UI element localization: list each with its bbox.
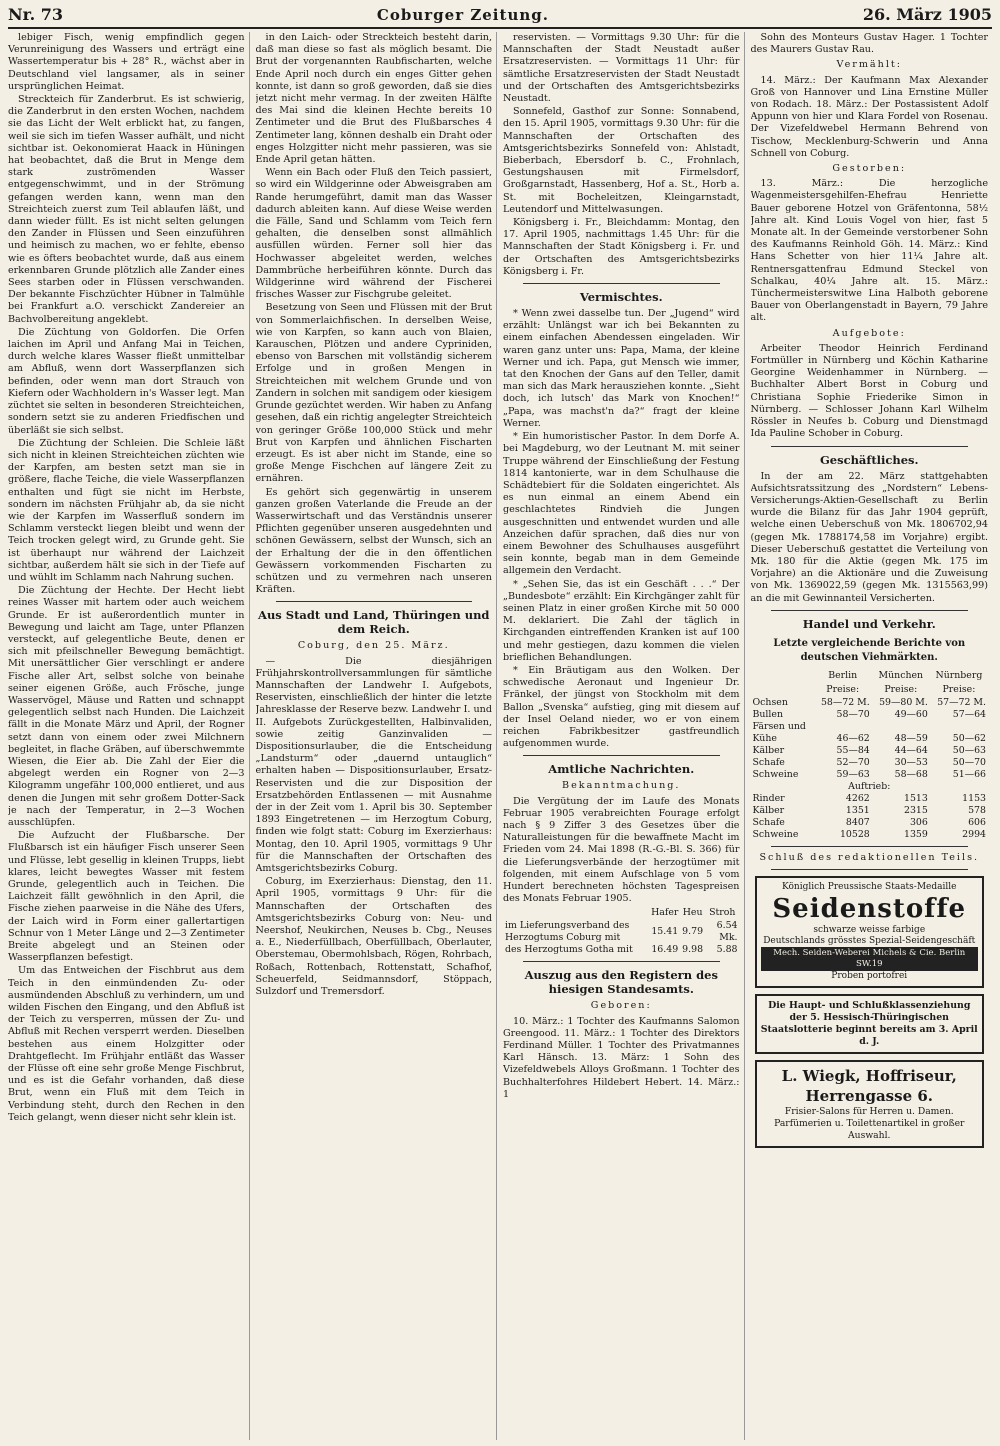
- table-cell: 606: [968, 816, 986, 828]
- table-row: [751, 829, 989, 841]
- column-2: [256, 32, 498, 1440]
- auftrieb-label: Auftrieb:: [848, 780, 891, 792]
- divider: [523, 283, 720, 284]
- table-row: [751, 709, 989, 721]
- masthead: [8, 4, 992, 29]
- paragraph: * Ein humoristischer Pastor. In dem Dorfe A. bei Magdeburg, wo der Leutnant M. mit seiner Truppe während der Einschließung der Festung 1814 kantonierte, war in dem Schulhause die Schädtebiert für die Soldaten eingerichtet. Als es nun einmal an einem Abend ein geschlachtetes Rindvieh die Jungen ausgeschnitten und entwendet wurden und alle Anzeichen dafür sprachen, daß dies nur von einem Bewohner des Schulhauses ausgeführt sein konnte, begab man in dem Gemeinde allgemein den Verdacht.: [503, 431, 740, 577]
- column-3: [503, 32, 745, 1440]
- table-cell: 44—64: [894, 744, 928, 756]
- table-cell: 10528: [839, 828, 870, 840]
- column-header: München: [878, 669, 924, 681]
- table-row: [751, 745, 989, 757]
- paragraph: Um das Entweichen der Fischbrut aus dem Teich in den einmündenden Zu- oder ausmündenden Abschluß zu verhindern, um und wilden Fischen den Eingang, und den Abfluß ist der Teich zu versperren, müssen der Zu- und Abfluß mit Rechen versperrt werden. Dieselben bestehen aus einem Holzgitter oder Drahtgeflecht. Im Frühjahr entläßt das Wasser der Flüsse oft eine sehr große Menge Fischbrut, und es ist die Gefahr vorhanden, daß diese Brut, wenn ein Fluß mit dem Teich in Verbindung steht, durch den Rechen in den Teich gelangt, wenn dieser nicht sehr klein ist.: [8, 965, 245, 1123]
- table-row: [751, 793, 989, 805]
- paragraph: Die Züchtung von Goldorfen. Die Orfen laichen im April und Anfang Mai in Teichen, durch welche klares Wasser fließt unmittelbar am Abfluß, wenn dort Wasserpflanzen sich befinden, oder wenn man dort Strauch von Kiefern oder Wachholdern in's Wasser legt. Man züchtet sie selten in besonderen Streichteichen, sondern setzt sie zu anderen Friedfischen und überläßt sie sich selbst.: [8, 326, 245, 436]
- dateline: Coburg, den 25. März.: [297, 640, 450, 652]
- divider: [771, 610, 969, 611]
- row-label: des Herzogtums Gotha mit: [505, 944, 633, 956]
- column-subheader: Preise:: [942, 683, 976, 695]
- table-cell: 50—62: [952, 732, 986, 744]
- row-label: Rinder: [752, 792, 785, 804]
- table-row: [503, 920, 740, 944]
- column-header: Hafer: [651, 907, 679, 919]
- table-cell: 48—59: [894, 732, 928, 744]
- brand-name: Seidenstoffe: [772, 893, 967, 924]
- paragraph: In der am 22. März stattgehabten Aufsichtsratssitzung des „Nordstern“ Lebens-Versicherungs-Aktien-Gesellschaft zu Berlin wurde die Bilanz für das Jahr 1904 geprüft, welche einen Ueberschuß von Mk. 1806702,94 (gegen Mk. 1788174,58 im Vorjahre) ergibt. Dieser Ueberschuß gestattet die Verteilung von Mk. 180 für die Aktie (gegen Mk. 175 im Vorjahre) an die Aktionäre und die Zuweisung von Mk. 1369022,59 (gegen Mk. 1315563,99) an die mit Gewinnanteil Versicherten.: [750, 470, 988, 604]
- divider: [771, 846, 969, 847]
- end-of-editorial: Schluß des redaktionellen Teils.: [759, 851, 980, 863]
- paragraph: Die Vergütung der im Laufe des Monats Februar 1905 verabreichten Fourage erfolgt nach § 9 Ziffer 3 des Gesetzes über die Naturalleistungen für die bewaffnete Macht im Frieden vom 24. Mai 1898 (R.-G.-Bl. S. 366) für die Lieferungsverbände der herzogtümer mit folgenden, mit einem Aufschlage von 5 vom Hundert berechneten höchsten Tagespreisen des Monats Februar 1905.: [503, 795, 740, 905]
- paragraph: Streckteich für Zanderbrut. Es ist schwierig, die Zanderbrut in den ersten Wochen, nachdem sie das Licht der Welt erblickt hat, zu fangen, weil sie sich im tiefen Wasser aufhält, und nicht sichtbar ist. Oekonomierat Haack in Hüningen hat beobachtet, daß die Brut in Menge dem stark zuströmenden Wasser entgegenschwimmt, und in der Strömung gefangen werden kann, wenn man den Streichteich zuerst zum Teil ablaufen läßt, und dann wieder füllt. Es ist nicht selten gelungen den Zander in Flüssen und Seen einzuführen und heimisch zu machen, wo er fehlte, ebenso wie es öfters beobachtet wurde, daß aus einem erkennbaren Grunde plötzlich alle Zander eines Sees starben oder in Flüssen verschwanden. Der bekannte Fischzüchter Hübner in Talmühle bei Frankfurt a.O. verschickt Zandereier an Bachvolbereitung angeklebt.: [8, 94, 245, 325]
- company-line: Mech. Seiden-Weberei Michels & Cie. Berlin SW.19: [761, 947, 979, 971]
- paragraph: Die Züchtung der Schleien. Die Schleie läßt sich nicht in kleinen Streichteichen züchten wie der Karpfen, am besten setzt man sie in größere, flache Teiche, die viele Wasserpflanzen enthalten und fügt sie nicht im Herbste, sondern im nächsten Frühjahr ab, da sie nicht wie der Karpfen im Wasserfluß sondern im Schlamm versteckt liegen bleibt und wenn der Teich trocken gelegt wird, zu Grunde geht. Sie ist überhaupt nur während der Laichzeit sichtbar, außerdem hält sie sich in der Tiefe auf und wühlt im Schlamm nach Nahrung suchen.: [8, 437, 245, 583]
- issue-number: Nr. 73: [8, 5, 63, 24]
- section-heading: Amtliche Nachrichten.: [548, 762, 695, 777]
- subheading: Bekanntmachung.: [562, 780, 681, 792]
- table-cell: 58—68: [894, 768, 928, 780]
- column-header: Nürnberg: [935, 669, 983, 681]
- row-label: Kälber: [752, 804, 785, 816]
- paragraph: Sonnefeld, Gasthof zur Sonne: Sonnabend, den 15. April 1905, vormittags 9.30 Uhr: für die Mannschaften der Ortschaften des Amtsgerichtsbezirks Sonnefeld von: Ahlstadt, Bieberbach, Ebersdorf b. C., Frohnlach, Gestungshausen mit Firmelsdorf, Großgarnstadt, Hassenberg, Hof a. St., Horb a. St. mit Bocheleitzen, Kleingarnstadt, Leutendorf und Mittelwasungen.: [503, 106, 740, 215]
- table-cell: 9.79: [682, 926, 704, 938]
- table-cell: 49—60: [894, 708, 928, 720]
- paragraph: Königsberg i. Fr., Bleichdamm: Montag, den 17. April 1905, nachmittags 1.45 Uhr: für die Mannschaften der Stadt Königsberg i. Fr. und der Ortschaften des Amtsgerichtsbezirks Königsberg i. Fr.: [503, 217, 740, 277]
- table-cell: 51—66: [952, 768, 986, 780]
- color-list: schwarze weisse farbige: [813, 924, 926, 935]
- page-columns: [8, 32, 992, 1440]
- subheading: Vermählt:: [836, 59, 902, 71]
- divider: [523, 961, 720, 962]
- table-cell: 9.98: [682, 944, 704, 956]
- paragraph: Arbeiter Theodor Heinrich Ferdinand Fortmüller in Nürnberg und Köchin Katharine Georgine Weidenhammer in Nürnberg. — Buchhalter Albert Borst in Coburg und Christiana Sophie Friederike Simon in Nürnberg. — Schlosser Johann Karl Wilhelm Rössler in Neufes b. Coburg und Dienstmagd Ida Pauline Schober in Coburg.: [750, 342, 988, 440]
- table-cell: 1153: [962, 792, 986, 804]
- paragraph: * Ein Bräutigam aus den Wolken. Der schwedische Aeronaut und Ingenieur Dr. Fränkel, der jüngst von Stockholm mit dem Ballon „Svenska“ aufstieg, ging mit diesem auf der Insel Oeland nieder, wo er von einem reichen Fabrikbesitzer gastfreundlich aufgenommen wurde.: [503, 664, 740, 750]
- table-cell: 5.88: [716, 944, 738, 956]
- row-label: Kühe: [752, 732, 777, 744]
- divider: [771, 869, 969, 870]
- row-label: Färsen und: [752, 720, 806, 732]
- table-row: [751, 733, 989, 745]
- row-label: Ochsen: [752, 696, 788, 708]
- hairdresser-advertisement: [755, 1060, 985, 1148]
- subheading: Geboren:: [590, 1000, 652, 1012]
- table-cell: 30—53: [894, 756, 928, 768]
- table-cell: 6.54 Mk.: [716, 920, 738, 944]
- table-cell: 58—70: [836, 708, 870, 720]
- section-heading: Vermischtes.: [579, 290, 663, 305]
- table-cell: 55—84: [836, 744, 870, 756]
- divider: [771, 446, 969, 447]
- section-heading: Aus Stadt und Land, Thüringen und dem Reich.: [258, 608, 490, 637]
- table-cell: 57—64: [952, 708, 986, 720]
- column-header: Berlin: [828, 669, 858, 681]
- table-cell: 1513: [904, 792, 928, 804]
- paragraph: Die Züchtung der Hechte. Der Hecht liebt reines Wasser mit hartem oder auch weichem Grunde. Er ist außerordentlich munter in Bewegung und laicht am Tage, unter Pflanzen versteckt, auf gelegentliche Beute, denen er sich mit pfeilschneller Bewegung bemächtigt. Mit unersättlicher Gier verschlingt er andere Fische aller Art, selbst solche von beinahe seiner eigenen Größe, auch Frösche, junge Wasservögel, Mäuse und Ratten und schnappt gelegentlich selbst nach Hunden. Die Laichzeit fällt in die Monate März und April, der Rogner setzt dann von einem oder zwei Milchnern begleitet, in flache Gräben, auf überschwemmte Wiesen, die Eier ab. Die Zahl der Eier die abgelegt werden ein Rogner von 2—3 Kilogramm ungefähr 100,000 entlieret, und aus denen die Jungen mit sehr großem Dotter-Sack je nach der Temperatur, in 2—3 Wochen ausschlüpfen.: [8, 585, 245, 828]
- table-cell: 1351: [845, 804, 870, 816]
- column-1: [8, 32, 250, 1440]
- paragraph: reservisten. — Vormittags 9.30 Uhr: für die Mannschaften der Stadt Neustadt außer Ersatzreservisten. — Vormittags 11 Uhr: für sämtliche Ersatzreservisten der Stadt Neustadt und der Ortschaften des Amtsgerichtsbezirks Neustadt.: [503, 32, 740, 105]
- medal-text: Königlich Preussische Staats-Medaille: [782, 881, 957, 892]
- table-cell: 59—63: [836, 768, 870, 780]
- paragraph: — Die diesjährigen Frühjahrskontrollversammlungen für sämtliche Mannschaften der Landwehr I. Aufgebots, Reservisten, einschließlich der hinter die letzte Jahresklasse der Reserve bezw. Landwehr I. und II. Aufgebots Zurückgestellten, Halbinvaliden, sowie zeitig Ganzinvaliden — Dispositionsurlauber, die die Entscheidung „Landsturm“ oder „dauernd untauglich“ erhalten haben — Dispositionsurlauber, Ersatz-Reservisten und die zur Disposition der Ersatzbehörden Entlassenen — mit Ausnahme der in der Zeit vom 1. April bis 30. September 1893 Eingetretenen — im Herzogtum Coburg, finden wie folgt statt: Coburg im Exerzierhaus: Montag, den 10. April 1905, vormittags 9 Uhr für die Mannschaften der Ortschaften des Amtsgerichtsbezirks Coburg.: [255, 655, 492, 874]
- paragraph: Es gehört sich gegenwärtig in unserem ganzen großen Vaterlande die Freude an der Wasserwirtschaft und das Verständnis unserer Pflichten gegenüber unseren ausgedehnten und schönen Gewässern, selbst der Wunsch, sich an der Erhaltung der die in den öffentlichen Gewässern vorkommenden Fischarten zu schützen und zu vermehren nach unseren Kräften.: [255, 486, 492, 596]
- column-subheader: Preise:: [884, 683, 918, 695]
- divider: [523, 755, 720, 756]
- paragraph: Sohn des Monteurs Gustav Hager. 1 Tochter des Maurers Gustav Rau.: [750, 32, 988, 56]
- section-heading: Handel und Verkehr.: [802, 616, 936, 631]
- table-cell: 8407: [845, 816, 870, 828]
- paragraph: 10. März.: 1 Tochter des Kaufmanns Salomon Greengood. 11. März.: 1 Tochter des Direktors Ferdinand Müller. 1 Tochter des Privatmannes Karl Hänsch. 13. März: 1 Sohn des Vizefeldwebels Alloys Großmann. 1 Tochter des Buchhalterfohres Hildebert Hebert. 14. März.: 1: [503, 1015, 740, 1100]
- issue-date: 26. März 1905: [862, 5, 992, 24]
- table-cell: 4262: [845, 792, 870, 804]
- row-label: im Lieferungsverband des Herzogtums Coburg mit: [505, 920, 630, 944]
- table-row: [751, 757, 989, 769]
- ad-line: Parfümerien u. Toilettenartikel in großer Auswahl.: [774, 1117, 965, 1141]
- row-label: Kälber: [752, 744, 785, 756]
- table-cell: 16.49: [651, 944, 679, 956]
- table-cell: 50—63: [952, 744, 986, 756]
- fourage-table: [503, 906, 740, 956]
- table-cell: 46—62: [836, 732, 870, 744]
- subheading: Aufgebote:: [832, 327, 906, 339]
- paragraph: 13. März.: Die herzogliche Wagenmeistersgehilfen-Ehefrau Henriette Bauer geborene Hotzel von Gräfentonna, 58½ Jahre alt. Kind Louis Vogel von hier, fast 5 Monate alt. In der Gemeinde verstorbener Sohn des Kaufmanns Reinhold Göh. 14. März.: Kind Hans Schetter von hier 11¼ Jahre alt. Rentnersgattenfrau Edmund Steckel von Schalkau, 40¼ Jahre alt. 15. März.: Tünchermeisterswitwe Lina Halboth geborene Bauer von Oberlangenstadt in Bayern, 79 Jahre alt.: [750, 178, 988, 324]
- subheading: Gestorben:: [832, 163, 907, 175]
- table-cell: 50—70: [952, 756, 986, 768]
- table-row: [751, 697, 989, 709]
- table-cell: 15.41: [651, 926, 679, 938]
- section-heading: Geschäftliches.: [819, 452, 919, 467]
- table-cell: 59—80 M.: [879, 696, 928, 708]
- table-cell: 2994: [962, 828, 986, 840]
- row-label: Schweine: [752, 768, 799, 780]
- row-label: Schafe: [752, 756, 785, 768]
- table-row: [751, 721, 989, 733]
- divider: [276, 601, 473, 602]
- paragraph: 14. März.: Der Kaufmann Max Alexander Groß von Hannover und Lina Ernstine Müller von Rodach. 18. März.: Der Postassistent Adolf Appunn von hier und Klara Fordel von Rosenau. Der Vizefeldwebel Hermann Behrend von Tischow, Mecklenburg-Schwerin und Anna Schnell von Coburg.: [750, 74, 988, 159]
- ad-line: Frisier-Salons für Herren u. Damen.: [784, 1105, 954, 1117]
- paragraph: in den Laich- oder Streckteich besteht darin, daß man diese so fast als möglich besamt. Die Brut der vorgenannten Raubfischarten, welche Ende April noch durch ein enges Gitter gehen konnte, ist dann so groß geworden, daß sie dies jetzt nicht mehr vermag. In der zweiten Hälfte des Mai sind die kleinen Hechte bereits 10 Zentimeter und die Brut des Flußbarsches 4 Zentimeter lang, können deshalb ein Draht oder enges Holzgitter nicht mehr passieren, was sie Ende April getan hätten.: [255, 32, 492, 166]
- paragraph: Besetzung von Seen und Flüssen mit der Brut von Sommerlaichfischen. In derselben Weise, wie von Karpfen, so kann auch von Blaien, Karauschen, Plötzen und andere Cypriniden, ebenso von Barschen mit vollständig sicherem Erfolge und in großen Mengen in Streichteichen mit welchem Grunde und von Zandern in solchen mit sandigem oder kiesigem Grunde gezüchtet werden. Wir haben zu Anfang gesehen, daß ein richtig angelegter Streichteich von geringer Größe 100,000 Stück und mehr Brut von Karpfen und ähnlichen Fischarten erzeugt. Es ist aber nicht im Stande, eine so große Menge Fischchen auf längere Zeit zu ernähren.: [255, 302, 492, 485]
- silk-advertisement: [755, 876, 985, 988]
- paragraph: lebiger Fisch, wenig empfindlich gegen Verunreinigung des Wassers und erträgt eine Wassertemperatur bis + 28° R., wächst aber in Deutschland viel langsamer, als in seiner ursprünglichen Heimat.: [8, 32, 245, 92]
- column-subheader: Preise:: [826, 683, 860, 695]
- paragraph: * „Sehen Sie, das ist ein Geschäft . . .“ Der „Bundesbote“ erzählt: Ein Kirchgänger zahlt für seinen Platz in einer großen Kirche mit 50 000 M. deklariert. Die Zahl der täglich in Kirchganden eintreffenden Kranken ist auf 100 und mehr gestiegen, dazu kommen die vielen brieflichen Behandlungen.: [503, 578, 740, 663]
- paragraph: Coburg, im Exerzierhaus: Dienstag, den 11. April 1905, vormittags 9 Uhr: für die Mannschaften der Ortschaften des Amtsgerichtsbezirks Coburg von: Neu- und Neershof, Neukirchen, Neuses b. Cbg., Neuses a. E., Niederfüllbach, Oberfüllbach, Oberlauter, Oberstemau, Obermohlsbach, Rögen, Rohrbach, Roßach, Rottenbach, Rottenstatt, Schafhof, Scheuerfeld, Seidmannsdorf, Stöppach, Sulzdorf und Tremersdorf.: [255, 876, 492, 998]
- column-4: [751, 32, 993, 1440]
- table-row: [751, 769, 989, 781]
- market-report-heading: Letzte vergleichende Berichte von deutschen Viehmärkten.: [773, 637, 966, 663]
- table-cell: 57—72 M.: [937, 696, 986, 708]
- ad-line: Deutschlands grösstes Spezial-Seidengeschäft: [763, 935, 976, 946]
- market-table: [751, 669, 989, 841]
- table-row: [751, 817, 989, 829]
- newspaper-title: Coburger Zeitung.: [376, 6, 549, 24]
- column-header: Heu: [682, 907, 703, 919]
- lottery-advertisement: Die Haupt- und Schlußklassenziehung der 5. Hessisch-Thüringischen Staatslotterie beginnt bereits am 3. April d. J.: [755, 994, 985, 1054]
- table-cell: 58—72 M.: [820, 696, 870, 708]
- paragraph: * Wenn zwei dasselbe tun. Der „Jugend“ wird erzählt: Unlängst war ich bei Bekannten zu einem einfachen Abendessen eingeladen. Wir waren ganz unter uns: Papa, Mama, der kleine Werner und ich. Papa, gut Mensch wie immer, tat den Knochen der Gans auf den Teller, damit man sich das Mark herausziehen konnte. „Sieht doch, ich lutsch' das Mark von Knochen!“ „Papa, was machst'n da?“ fragt der kleine Werner.: [503, 308, 740, 429]
- column-header: Stroh: [709, 907, 736, 919]
- table-row: [751, 805, 989, 817]
- ad-line: Proben portofrei: [831, 970, 908, 981]
- row-label: Bullen: [752, 708, 784, 720]
- table-row: [503, 944, 740, 956]
- section-heading: Auszug aus den Registern des hiesigen Standesamts.: [524, 968, 718, 997]
- row-label: Schafe: [752, 816, 785, 828]
- ad-title: L. Wiegk, Hoffriseur, Herrengasse 6.: [781, 1066, 957, 1105]
- paragraph: Wenn ein Bach oder Fluß den Teich passiert, so wird ein Wildgerinne oder Abweisgraben am Rande herumgeführt, damit man das Wasser dadurch ableiten kann. Auf diese Weise werden die Fälle, Sand und Schlamm vom Teich fern gehalten, die denselben sonst allmählich ausfüllen würden. Ferner soll hier das Hochwasser abgeleitet werden, welches Dammbrüche herbeiführen könnte. Durch das Wildgerinne wird während der Fischerei frisches Wasser zur Fischgrube geleitet.: [255, 167, 492, 301]
- table-cell: 306: [909, 816, 928, 828]
- row-label: Schweine: [752, 828, 799, 840]
- table-cell: 2315: [904, 804, 928, 816]
- paragraph: Die Aufzucht der Flußbarsche. Der Flußbarsch ist ein häufiger Fisch unserer Seen und Flüsse, lebt gesellig in kleinen Trupps, liebt klares, leicht bewegtes Wasser mit festem Grunde, gelegentlich auch in Teichen. Die Laichzeit fällt gewöhnlich in den April, die Fische ziehen paarweise in die Nähe des Ufers, der Laich wird in Form einer gallertartigen Schnur von 1 Meter Länge und 2—3 Zentimeter Breite abgelegt und an Steinen oder Wasserpflanzen befestigt.: [8, 830, 245, 964]
- table-cell: 1359: [904, 828, 928, 840]
- table-cell: 578: [968, 804, 986, 816]
- table-cell: 52—70: [836, 756, 870, 768]
